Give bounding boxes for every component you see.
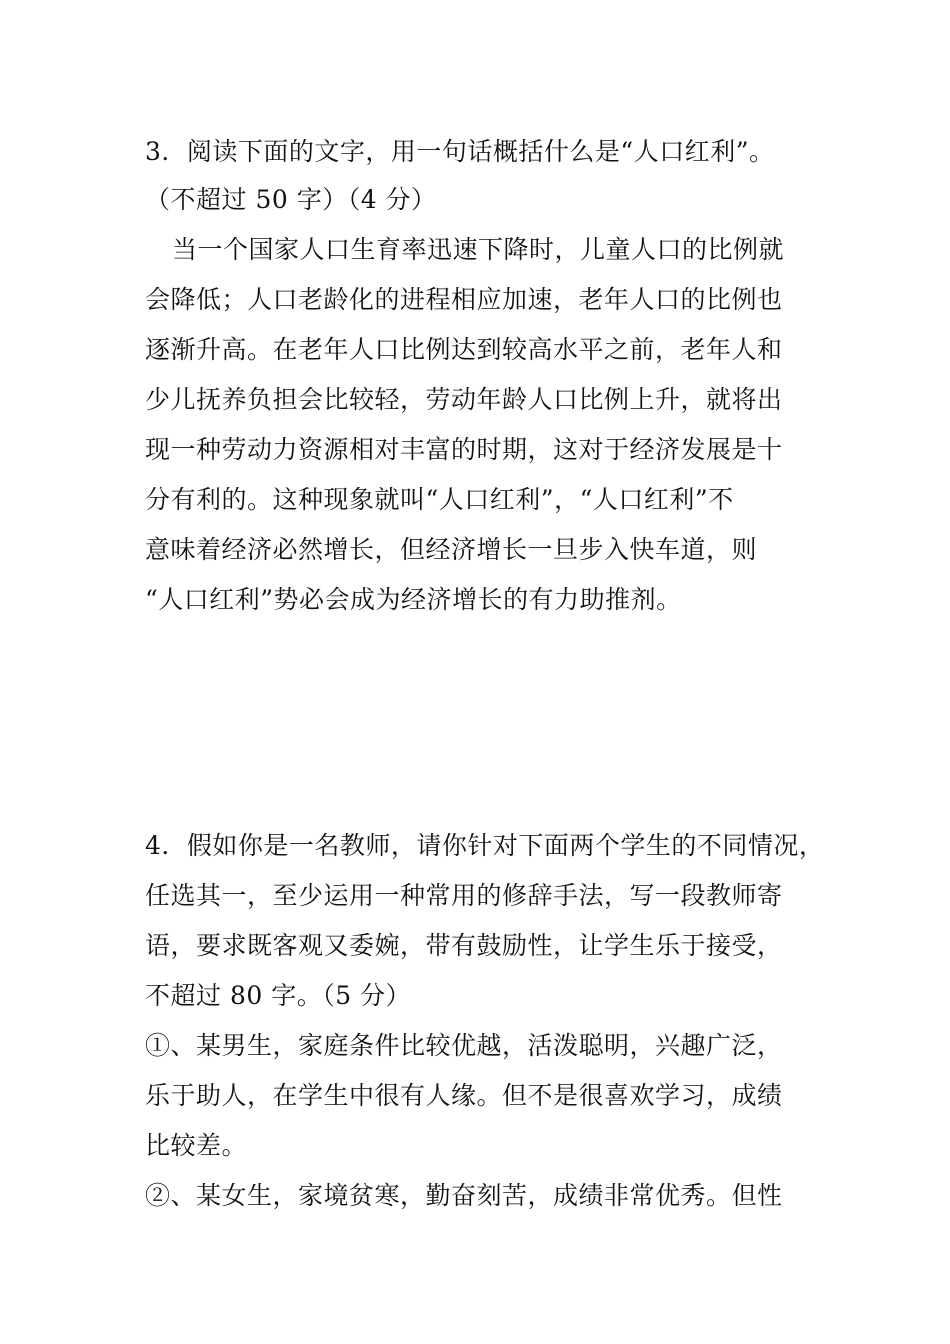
q3-passage-line-5: 现一种劳动力资源相对丰富的时期，这对于经济发展是十 (145, 435, 783, 464)
q3-passage-line-2: 会降低；人口老龄化的进程相应加速，老年人口的比例也 (145, 285, 783, 314)
q3-passage-line-8: “人口红利”势必会成为经济增长的有力助推剂。 (145, 585, 682, 614)
q3-prompt-line-1: 3．阅读下面的文字，用一句话概括什么是“人口红利”。 (145, 137, 775, 166)
q4-case-1-line-2: 乐于助人，在学生中很有人缘。但不是很喜欢学习，成绩 (145, 1081, 783, 1110)
q4-prompt-line-1: 4．假如你是一名教师，请你针对下面两个学生的不同情况， (145, 831, 825, 860)
q4-prompt-line-3: 语，要求既客观又委婉，带有鼓励性，让学生乐于接受， (145, 931, 783, 960)
q4-case-2-line-1: ②、某女生，家境贫寒，勤奋刻苦，成绩非常优秀。但性 (145, 1181, 783, 1210)
q3-passage-line-3: 逐渐升高。在老年人口比例达到较高水平之前，老年人和 (145, 335, 783, 364)
q3-passage-line-6: 分有利的。这种现象就叫“人口红利”，“人口红利”不 (145, 485, 734, 514)
q4-prompt-line-4: 不超过 80 字。（5 分） (145, 981, 412, 1010)
q4-case-1-line-3: 比较差。 (145, 1131, 248, 1160)
q3-prompt-line-2: （不超过 50 字）（4 分） (145, 185, 437, 214)
q3-passage-line-7: 意味着经济必然增长，但经济增长一旦步入快车道，则 (145, 535, 758, 564)
q4-prompt-line-2: 任选其一，至少运用一种常用的修辞手法，写一段教师寄 (145, 881, 783, 910)
q3-passage-line-4: 少儿抚养负担会比较轻，劳动年龄人口比例上升，就将出 (145, 385, 783, 414)
q3-passage-line-1: 当一个国家人口生育率迅速下降时，儿童人口的比例就 (172, 235, 785, 264)
q4-case-1-line-1: ①、某男生，家庭条件比较优越，活泼聪明，兴趣广泛， (145, 1031, 783, 1060)
